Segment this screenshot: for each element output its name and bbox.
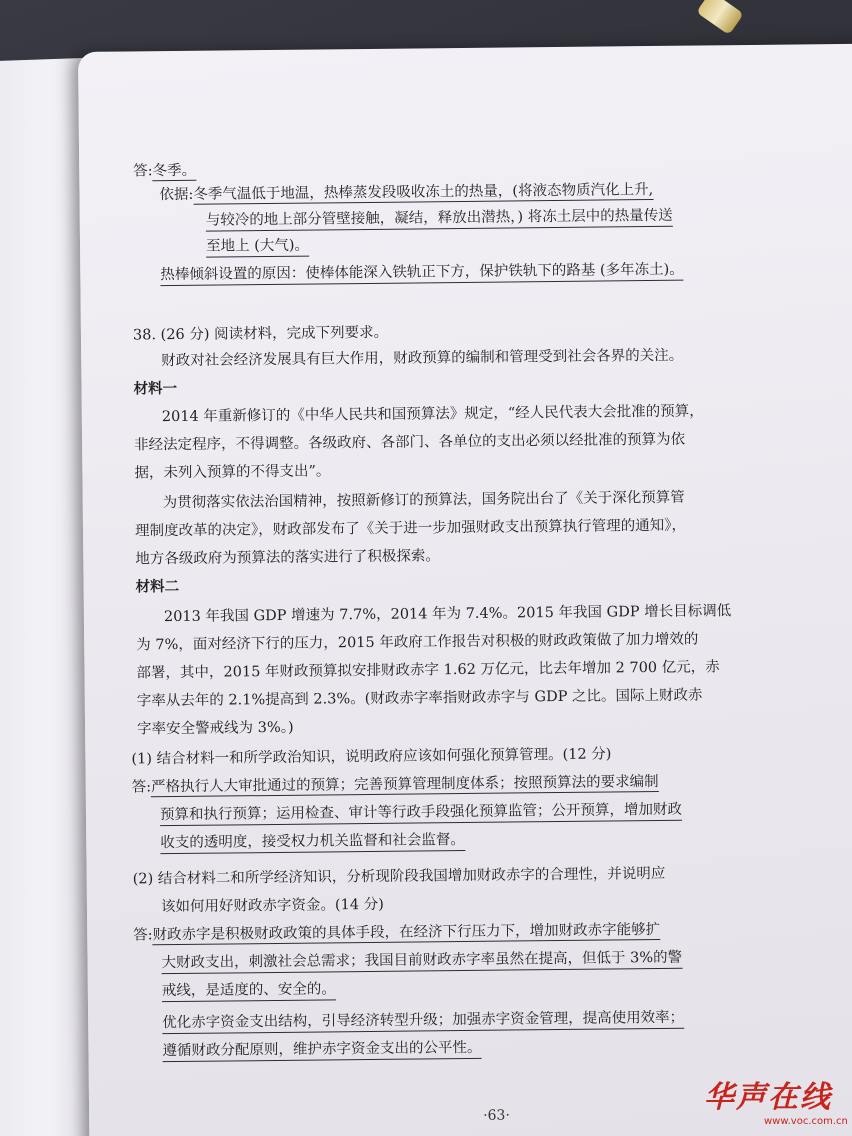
q37-answer-line <box>133 159 196 181</box>
page-number: ·63· <box>483 1107 510 1124</box>
sub2-question-l2: 该如何用好财政赤字资金。(14 分) <box>160 896 384 916</box>
m2-l2: 为 7%，面对经济下行的压力，2015 年政府工作报告对积极的财政政策做了加力增效的 <box>136 631 699 654</box>
sub2-answer-l3: 戒线，是适度的、安全的。 <box>162 977 336 1002</box>
m1-p1-l2: 非经法定程序，不得调整。各级政府、各部门、各单位的支出必须以经批准的预算为依 <box>134 431 686 454</box>
m1-p2-l2: 理制度改革的决定》，财政部发布了《关于进一步加强财政支出预算执行管理的通知》， <box>134 517 687 540</box>
q37-answer-prefix: 答: <box>133 163 153 180</box>
q38-intro: 财政对社会经济发展具有巨大作用，财政预算的编制和管理受到社会各界的关注。 <box>161 347 684 370</box>
m2-l3: 部署，其中，2015 年财政预算拟安排财政赤字 1.62 万亿元，比去年增加 2 700 亿元，赤 <box>136 659 720 682</box>
q37-reason-line: 热棒倾斜设置的原因：使棒体能深入铁轨正下方，保护铁轨下的路基 (多年冻土)。 <box>160 258 684 286</box>
m1-p2-l1: 为贯彻落实依法治国精神，按照新修订的预算法，国务院出台了《关于深化预算管 <box>162 489 685 512</box>
m2-l1: 2013 年我国 GDP 增速为 7.7%，2014 年为 7.4%。2015 年我国 GDP 增长目标调低 <box>163 603 732 626</box>
sub1-question: (1) 结合材料一和所学政治知识，说明政府应该如何强化预算管理。(12 分) <box>131 746 612 768</box>
material2-label: 材料二 <box>135 577 180 596</box>
m2-l4: 字率从去年的 2.1%提高到 2.3%。(财政赤字率指财政赤字与 GDP 之比。国际上财政赤 <box>136 687 703 710</box>
m1-p2-l3: 地方各级政府为预算法的落实进行了积极探索。 <box>135 548 440 568</box>
material1-label: 材料一 <box>133 379 178 398</box>
sub2-answer-l1: 答:财政赤字是积极财政政策的具体手段，在经济下行压力下，增加财政赤字能够扩 <box>133 921 661 944</box>
sub1-answer-prefix: 答: <box>131 779 152 796</box>
sub2-question-l1: (2) 结合材料二和所学经济知识，分析现阶段我国增加财政赤字的合理性，并说明应 <box>132 865 666 888</box>
sub2-answer-l4: 优化赤字资金支出结构，引导经济转型升级；加强赤字资金管理，提高使用效率； <box>162 1006 684 1034</box>
m1-p1-l1: 2014 年重新修订的《中华人民共和国预算法》规定，“经人民代表大会批准的预算， <box>161 403 704 426</box>
q37-basis-line3: 至地上 (大气)。 <box>206 234 309 258</box>
q38-heading: 38. (26 分) 阅读材料，完成下列要求。 <box>132 324 389 344</box>
q37-basis-line2: 与较冷的地上部分管壁接触，凝结，释放出潜热，) 将冻土层中的热量传送 <box>206 204 673 232</box>
watermark-url: www.voc.com.cn <box>764 1116 848 1127</box>
m1-p1-l3: 据，未列入预算的不得支出”。 <box>134 463 331 482</box>
sub2-answer-l5: 遵循财政分配原则，维护赤字资金支出的公平性。 <box>162 1036 481 1062</box>
q37-basis-line1: 依据:冬季气温低于地温，热棒蒸发段吸收冻土的热量，(将液态物质汽化上升, <box>159 181 654 204</box>
sub2-answer-l2: 大财政支出，刺激社会总需求；我国目前财政赤字率虽然在提高，但低于 3%的警 <box>161 946 682 974</box>
watermark-logo: 华声在线 <box>704 1080 832 1115</box>
left-page-edge <box>0 58 90 1136</box>
m2-l5: 字率安全警戒线为 3%。) <box>137 719 294 738</box>
sub1-answer-l2: 预算和执行预算；运用检查、审计等行政手段强化预算监管；公开预算，增加财政 <box>160 798 682 826</box>
sub2-answer-prefix: 答: <box>133 927 153 944</box>
q37-answer-season: 冬季。 <box>152 162 197 180</box>
q37-basis-prefix: 依据: <box>159 186 194 204</box>
sub1-answer-l3: 收支的透明度，接受权力机关监督和社会监督。 <box>160 828 465 854</box>
exam-page <box>78 44 852 1136</box>
sub1-answer-l1: 答:严格执行人大审批通过的预算；完善预算管理制度体系；按照预算法的要求编制 <box>131 773 659 796</box>
